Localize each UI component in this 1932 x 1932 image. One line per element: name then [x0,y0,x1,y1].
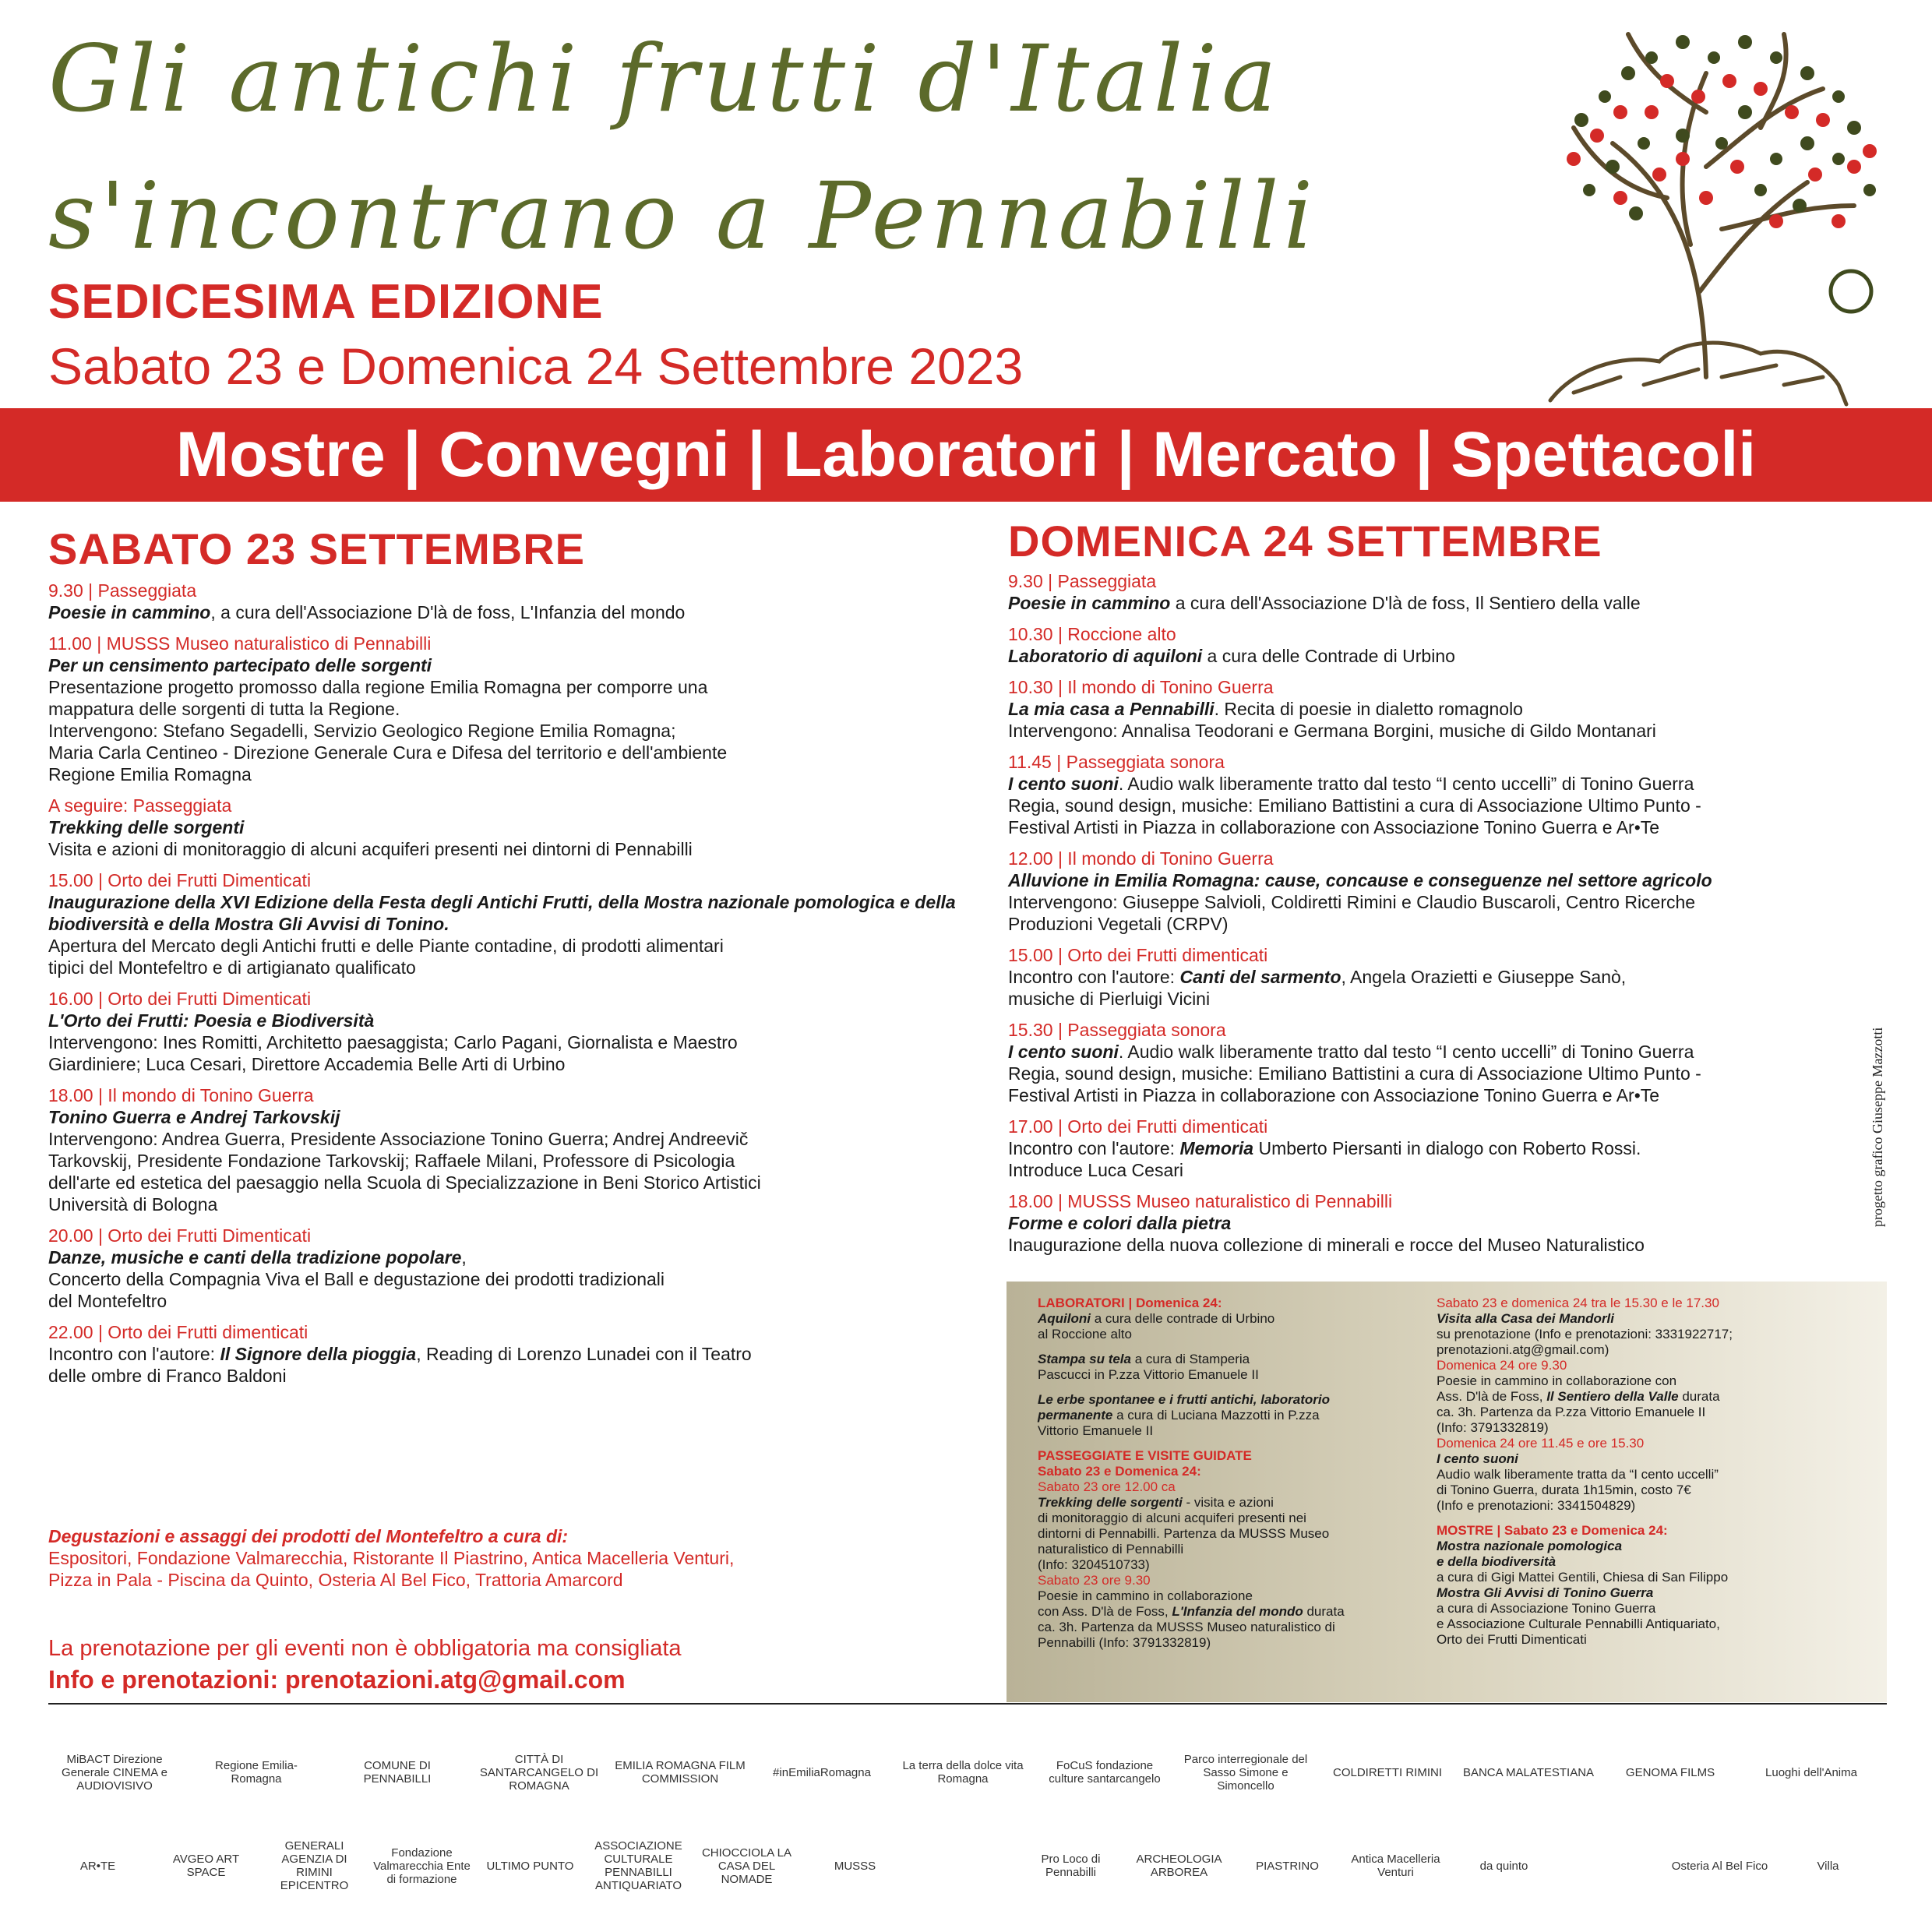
program-event [1008,848,1888,935]
inemiliaromagna-logo: #inEmiliaRomagna [773,1765,871,1779]
visit-time: Sabato 23 e domenica 24 tra le 15.30 e le 17.30 [1437,1296,1719,1310]
event-title: Poesie in cammino [1008,593,1171,613]
green-logo [914,1823,1013,1909]
program-event [1008,1116,1888,1181]
event-line: Intervengono: Giuseppe Salvioli, Coldiretti Rimini e Claudio Buscaroli, Centro Ricerche [1008,892,1696,912]
event-line: Concerto della Compagnia Viva el Ball e degustazione dei prodotti tradizionali [48,1269,665,1289]
event-line [1008,966,1888,988]
film-commission-logo: EMILIA ROMAGNA FILM COMMISSION [615,1759,746,1786]
graphic-credit: progetto grafico Giuseppe Mazzotti [1870,1027,1885,1227]
dates-subtitle: Sabato 23 e Domenica 24 Settembre 2023 [48,337,1024,395]
event-time: 11.00 | MUSSS Museo naturalistico di Pennabilli [48,633,432,654]
event-line: Intervengono: Stefano Segadelli, Servizio Geologico Regione Emilia Romagna; [48,721,676,741]
genoma-logo: GENOMA FILMS [1625,1765,1715,1779]
program-event [48,1225,968,1312]
event-line: Tarkovskij, Presidente Fondazione Tarkovskij; Raffaele Milani, Professore di Psicologia [48,1151,735,1171]
exhibit2-title: Mostra Gli Avvisi di Tonino Guerra [1437,1585,1654,1600]
info-box-right [1437,1296,1873,1648]
event-pre: Incontro con l'autore: [48,1344,220,1364]
info-line: Audio walk liberamente tratta da “I cento uccelli” [1437,1467,1719,1482]
info-box [1007,1282,1887,1702]
sunday-program [1008,570,1888,1265]
event-after: a cura delle Contrade di Urbino [1202,646,1455,666]
walk3-pre: Ass. D'là de Foss, [1437,1389,1547,1404]
event-title-line [48,891,968,935]
event-after: . Recita di poesie in dialetto romagnolo [1214,699,1523,719]
luoghi-logo: Luoghi dell'Anima [1765,1765,1857,1779]
booking-note: La prenotazione per gli eventi non è obbligatoria ma consigliata [48,1636,682,1661]
lab1-after: a cura delle contrade di Urbino [1090,1311,1275,1326]
parco-logo: Parco interregionale del Sasso Simone e Simoncello [1183,1752,1308,1793]
walk2-pre: con Ass. D'là de Foss, [1038,1604,1172,1619]
event-title-line [48,1106,968,1128]
event-title: Poesie in cammino [48,602,211,622]
event-time: 15.00 | Orto dei Frutti dimenticati [1008,945,1268,965]
musss-logo: MUSSS [834,1859,876,1873]
walk2-time: Sabato 23 ore 9.30 [1038,1573,1151,1588]
lab3-title2: permanente [1038,1408,1113,1423]
generali-logo: GENERALI AGENZIA DI RIMINI EPICENTRO [280,1839,349,1892]
walk3-line1: Poesie in cammino in collaborazione con [1437,1373,1677,1388]
coldiretti-logo: COLDIRETTI RIMINI [1332,1765,1442,1779]
piastrino-logo: PIASTRINO [1256,1859,1319,1873]
daquinto-logo: da quinto [1479,1859,1528,1873]
info-line: Pennabilli (Info: 3791332819) [1038,1635,1211,1650]
event-title-line [1008,592,1888,614]
event-line: delle ombre di Franco Baldoni [48,1366,287,1386]
event-title: Forme e colori dalla pietra [1008,1213,1232,1233]
event-title-line [1008,1212,1888,1234]
event-title-line [1008,869,1888,891]
event-title: Danze, musiche e canti della tradizione popolare [48,1247,462,1267]
exhibit1-after: a cura di Gigi Mattei Gentili, Chiesa di San Filippo [1437,1570,1729,1585]
event-title: Memoria [1179,1138,1254,1158]
event-line: dell'arte ed estetica del paesaggio nella Scuola di Specializzazione in Beni Storico Artistici [48,1172,761,1193]
sunday-heading: DOMENICA 24 SETTEMBRE [1008,516,1602,566]
event-line: Produzioni Vegetali (CRPV) [1008,914,1229,934]
program-event [48,633,968,785]
booking-info: Info e prenotazioni: prenotazioni.atg@gmail.com [48,1666,626,1694]
program-event [48,1084,968,1215]
info-line: su prenotazione (Info e prenotazioni: 3331922717; [1437,1327,1733,1341]
edition-label: SEDICESIMA EDIZIONE [48,275,604,329]
romagna-logo: La terra della dolce vita Romagna [902,1759,1024,1786]
event-after: , Reading di Lorenzo Lunadei con il Teatro [416,1344,752,1364]
info-line: a cura di Associazione Tonino Guerra [1437,1601,1656,1616]
program-event [1008,676,1888,742]
event-line: Maria Carla Centineo - Direzione Generale Cura e Difesa del territorio e dell'ambiente [48,742,728,763]
program-event [48,988,968,1075]
event-title-line [48,654,968,676]
program-event [48,1321,968,1387]
event-time: 17.00 | Orto dei Frutti dimenticati [1008,1116,1268,1137]
info-line: prenotazioni.atg@gmail.com) [1437,1342,1609,1357]
exhibit1-title2: e della biodiversità [1437,1554,1557,1569]
event-after: , Angela Orazietti e Giuseppe Sanò, [1341,967,1627,987]
saturday-heading: SABATO 23 SETTEMBRE [48,524,586,573]
event-time: 15.00 | Orto dei Frutti Dimenticati [48,870,312,890]
event-time: 20.00 | Orto dei Frutti Dimenticati [48,1225,312,1246]
event-line: Regione Emilia Romagna [48,764,252,784]
event-line: Introduce Luca Cesari [1008,1160,1184,1180]
walk1-after: - visita e azioni [1182,1495,1274,1510]
info-line: di monitoraggio di alcuni acquiferi presenti nei [1038,1511,1306,1525]
banca-logo: BANCA MALATESTIANA [1462,1765,1595,1779]
info-line: dintorni di Pennabilli. Partenza da MUSSS Museo [1038,1526,1330,1541]
event-title-line [1008,773,1888,795]
visit-title: Visita alla Casa dei Mandorli [1437,1311,1615,1326]
event-line: Presentazione progetto promosso dalla regione Emilia Romagna per comporre una [48,677,708,697]
tasting-line-2: Pizza in Pala - Piscina da Quinto, Osteria Al Bel Fico, Trattoria Amarcord [48,1570,623,1590]
exhibitions-heading: MOSTRE | Sabato 23 e Domenica 24: [1437,1523,1668,1538]
antiquariato-logo: ASSOCIAZIONE CULTURALE PENNABILLI ANTIQUARIATO [594,1839,682,1892]
walks-heading-2: Sabato 23 e Domenica 24: [1038,1464,1201,1479]
event-title: L'Orto dei Frutti: Poesia e Biodiversità [48,1010,375,1031]
event-title: Laboratorio di aquiloni [1008,646,1203,666]
event-title-line [48,601,968,623]
tasting-heading: Degustazioni e assaggi dei prodotti del Montefeltro a cura di: [48,1526,569,1546]
event-title: La mia casa a Pennabilli [1008,699,1215,719]
info-line: di Tonino Guerra, durata 1h15min, costo 7€ [1437,1482,1691,1497]
event-after: . Audio walk liberamente tratto dal testo “I cento uccelli” di Tonino Guerra [1118,774,1694,794]
ultimo-punto-logo: ULTIMO PUNTO [486,1859,574,1873]
program-event [1008,944,1888,1010]
event-title-line [48,1246,968,1268]
info-line: e Associazione Culturale Pennabilli Antiquariato, [1437,1616,1720,1631]
event-time: 9.30 | Passeggiata [48,580,197,601]
event-line: del Montefeltro [48,1291,167,1311]
walk4-title: I cento suoni [1437,1451,1518,1466]
event-title-line [48,1010,968,1031]
walk3-time: Domenica 24 ore 9.30 [1437,1358,1567,1373]
proloco-logo: Pro Loco di Pennabilli [1041,1853,1101,1879]
event-pre: Incontro con l'autore: [1008,967,1180,987]
lab2-after: a cura di Stamperia [1131,1352,1250,1366]
event-line: Apertura del Mercato degli Antichi frutti e delle Piante contadine, di prodotti alimentari [48,936,724,956]
event-time: A seguire: Passeggiata [48,795,232,816]
event-title: I cento suoni [1008,774,1119,794]
event-line: Regia, sound design, musiche: Emiliano Battistini a cura di Associazione Ultimo Punto - [1008,1063,1701,1084]
event-title: Tonino Guerra e Andrej Tarkovskij [48,1107,340,1127]
exhibit1-title: Mostra nazionale pomologica [1437,1539,1623,1553]
labs-heading: LABORATORI | Domenica 24: [1038,1296,1222,1310]
avgeo-logo: AVGEO ART SPACE [172,1853,240,1879]
event-time: 18.00 | Il mondo di Tonino Guerra [48,1085,314,1105]
info-line: Orto dei Frutti Dimenticati [1437,1632,1587,1647]
belfico-logo: Osteria Al Bel Fico [1671,1859,1768,1873]
event-line: tipici del Montefeltro e di artigianato qualificato [48,957,416,978]
event-line: Visita e azioni di monitoraggio di alcuni acquiferi presenti nei dintorni di Pennabilli [48,839,693,859]
event-title: Il Signore della pioggia [220,1344,417,1364]
santarcangelo-logo: CITTÀ DI SANTARCANGELO DI ROMAGNA [479,1752,599,1793]
event-time: 11.45 | Passeggiata sonora [1008,752,1225,772]
event-line: Università di Bologna [48,1194,218,1215]
event-line: Regia, sound design, musiche: Emiliano Battistini a cura di Associazione Ultimo Punto - [1008,795,1701,816]
event-after: , a cura dell'Associazione D'là de foss, L'Infanzia del mondo [210,602,686,622]
info-line: naturalistico di Pennabilli [1038,1542,1184,1557]
program-event [48,795,968,860]
info-line: (Info: 3204510733) [1038,1557,1150,1572]
event-time: 15.30 | Passeggiata sonora [1008,1020,1226,1040]
program-event [48,869,968,978]
lab3-after: a cura di Luciana Mazzotti in P.zza [1112,1408,1320,1423]
tasting-line-1: Espositori, Fondazione Valmarecchia, Ristorante Il Piastrino, Antica Macelleria Venturi, [48,1548,735,1568]
event-line [48,1343,968,1365]
event-time: 18.00 | MUSSS Museo naturalistico di Pennabilli [1008,1191,1393,1211]
event-title: Alluvione in Emilia Romagna: cause, concause e conseguenze nel settore agricolo [1008,870,1712,890]
event-time: 10.30 | Il mondo di Tonino Guerra [1008,677,1274,697]
program-event [1008,751,1888,838]
event-after: Umberto Piersanti in dialogo con Roberto Rossi. [1253,1138,1641,1158]
walk3-title: Il Sentiero della Valle [1546,1389,1679,1404]
walk2-after: durata [1303,1604,1345,1619]
event-title-line [1008,698,1888,720]
walk2-title: L'Infanzia del mondo [1172,1604,1303,1619]
comune-pennabilli-logo: COMUNE DI PENNABILLI [363,1759,432,1786]
lab2-line2: Pascucci in P.zza Vittorio Emanuele II [1038,1367,1259,1382]
event-title: I cento suoni [1008,1042,1119,1062]
lab1-title: Aquiloni [1038,1311,1091,1326]
event-time: 10.30 | Roccione alto [1008,624,1176,644]
saturday-program [48,580,968,1396]
program-event [1008,1190,1888,1256]
event-line: Festival Artisti in Piazza in collaborazione con Associazione Tonino Guerra e Ar•Te [1008,1085,1660,1105]
event-line [1008,1137,1888,1159]
event-line: Giardiniere; Luca Cesari, Direttore Accademia Belle Arti di Urbino [48,1054,566,1074]
program-event [1008,1019,1888,1106]
info-line: (Info e prenotazioni: 3341504829) [1437,1498,1636,1513]
valmarecchia-logo: Fondazione Valmarecchia Ente di formazione [373,1846,471,1886]
villa-logo: Villa [1817,1859,1839,1873]
event-pre: Incontro con l'autore: [1008,1138,1180,1158]
walk1-time: Sabato 23 ore 12.00 ca [1038,1479,1176,1494]
arte-logo: AR•TE [79,1859,116,1873]
event-line: Inaugurazione della nuova collezione di minerali e rocce del Museo Naturalistico [1008,1235,1645,1255]
title-line-2: s'incontrano a Pennabilli [48,162,1318,270]
event-title: Inaugurazione della XVI Edizione della Festa degli Antichi Frutti, della Mostra nazionale pomologica e della biodiversità e della Mostra Gli Avvisi di Tonino. [48,892,956,934]
lab2-title: Stampa su tela [1038,1352,1131,1366]
event-line: Intervengono: Annalisa Teodorani e Germana Borgini, musiche di Gildo Montanari [1008,721,1656,741]
walk2-line1: Poesie in cammino in collaborazione [1038,1588,1253,1603]
event-time: 16.00 | Orto dei Frutti Dimenticati [48,989,312,1009]
event-line: musiche di Pierluigi Vicini [1008,989,1211,1009]
focus-logo: FoCuS fondazione culture santarcangelo [1049,1759,1161,1786]
lab3-title: Le erbe spontanee e i frutti antichi, laboratorio [1038,1392,1331,1407]
event-title: Per un censimento partecipato delle sorgenti [48,655,432,675]
event-time: 22.00 | Orto dei Frutti dimenticati [48,1322,308,1342]
lab1-line2: al Roccione alto [1038,1327,1132,1341]
program-event [1008,623,1888,667]
event-line: Festival Artisti in Piazza in collaborazione con Associazione Tonino Guerra e Ar•Te [1008,817,1660,837]
event-title: Trekking delle sorgenti [48,817,245,837]
walk3-after: durata [1678,1389,1720,1404]
info-line: ca. 3h. Partenza da MUSSS Museo naturalistico di [1038,1620,1335,1634]
event-title-line [48,816,968,838]
tree-illustration [1527,11,1901,408]
event-title-line [1008,1041,1888,1063]
program-event [1008,570,1888,614]
walk4-time: Domenica 24 ore 11.45 e ore 15.30 [1437,1436,1645,1451]
venturi-logo: Antica Macelleria Venturi [1351,1853,1440,1879]
lab3-line3: Vittorio Emanuele II [1038,1423,1154,1438]
event-line: Intervengono: Ines Romitti, Architetto paesaggista; Carlo Pagani, Giornalista e Maestro [48,1032,738,1052]
title-line-1: Gli antichi frutti d'Italia [48,25,1282,132]
walk1-title: Trekking delle sorgenti [1038,1495,1183,1510]
tasting-section [48,1525,968,1591]
info-line: ca. 3h. Partenza da P.zza Vittorio Emanuele II [1437,1405,1706,1419]
info-box-left [1038,1296,1427,1651]
ist-logo [1563,1823,1662,1909]
event-time: 12.00 | Il mondo di Tonino Guerra [1008,848,1274,869]
footer-divider [48,1703,1887,1705]
event-after: a cura dell'Associazione D'là de foss, Il Sentiero della valle [1170,593,1641,613]
walks-heading: PASSEGGIATE E VISITE GUIDATE [1038,1448,1252,1463]
event-title: Canti del sarmento [1179,967,1341,987]
archeologia-logo: ARCHEOLOGIA ARBOREA [1136,1853,1222,1879]
mibact-logo: MiBACT Direzione Generale CINEMA e AUDIOVISIVO [62,1752,167,1793]
event-title-line [1008,645,1888,667]
info-line: (Info: 3791332819) [1437,1420,1549,1435]
event-after: . Audio walk liberamente tratto dal testo “I cento uccelli” di Tonino Guerra [1118,1042,1694,1062]
categories-banner: Mostre | Convegni | Laboratori | Mercato | Spettacoli [0,408,1932,502]
event-line: mappatura delle sorgenti di tutta la Regione. [48,699,400,719]
event-time: 9.30 | Passeggiata [1008,571,1157,591]
program-event [48,580,968,623]
regione-logo: Regione Emilia-Romagna [215,1759,298,1786]
event-after: , [461,1247,467,1267]
event-line: Intervengono: Andrea Guerra, Presidente Associazione Tonino Guerra; Andrej Andreevič [48,1129,749,1149]
chiocciola-logo: CHIOCCIOLA LA CASA DEL NOMADE [701,1846,792,1886]
